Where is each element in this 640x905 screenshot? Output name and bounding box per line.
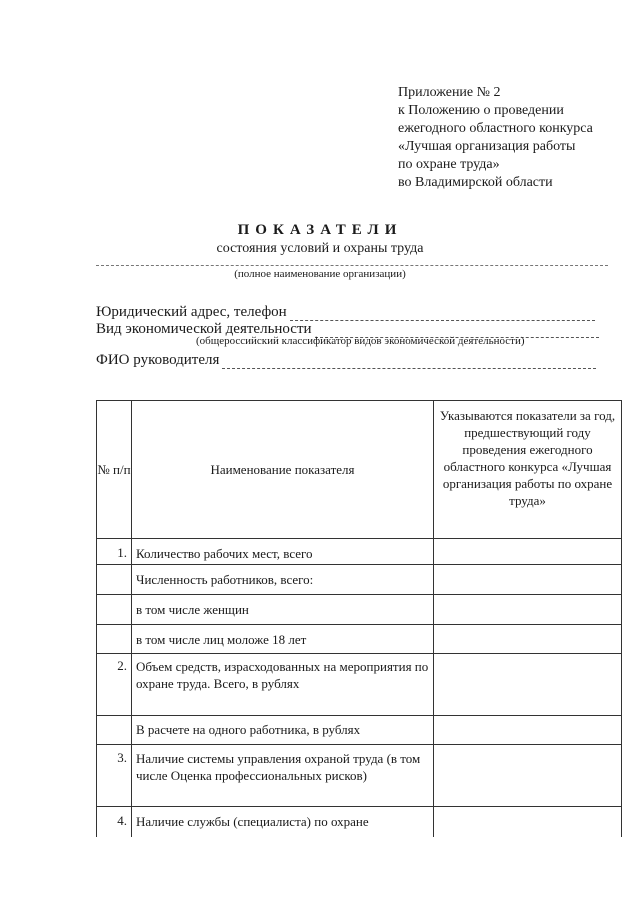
table-row xyxy=(97,745,622,807)
row-text: в том числе лиц моложе 18 лет xyxy=(132,625,434,654)
row-value-cell xyxy=(434,539,622,565)
row-num xyxy=(97,595,132,625)
director-field xyxy=(96,352,596,369)
address-label: Юридический адрес, телефон xyxy=(96,304,287,320)
header-name: Наименование показателя xyxy=(132,401,434,539)
classifier-caption: (общероссийский классификатор видов экономической деятельности) xyxy=(196,335,525,347)
row-text: Наличие службы (специалиста) по охране xyxy=(132,807,434,837)
appendix-line: ежегодного областного конкурса xyxy=(398,121,593,136)
table-row xyxy=(97,625,622,654)
document-subtitle: состояния условий и охраны труда xyxy=(216,241,424,256)
director-label: ФИО руководителя xyxy=(96,352,220,368)
appendix-line: по охране труда» xyxy=(398,157,500,172)
row-value-cell xyxy=(434,565,622,595)
director-blank xyxy=(222,356,596,369)
appendix-line: во Владимирской области xyxy=(398,175,553,190)
row-num xyxy=(97,716,132,745)
appendix-line: Приложение № 2 xyxy=(398,85,501,100)
address-field xyxy=(96,304,595,321)
row-value-cell xyxy=(434,807,622,837)
row-num xyxy=(97,625,132,654)
address-blank xyxy=(290,308,595,321)
row-value-cell xyxy=(434,654,622,716)
row-text: Количество рабочих мест, всего xyxy=(132,539,434,565)
row-num: 3. xyxy=(97,745,132,807)
row-text: Наличие системы управления охраной труда (в том числе Оценка профессиональных рисков) xyxy=(132,745,434,807)
activity-label: Вид экономической деятельности xyxy=(96,321,312,337)
row-text: в том числе женщин xyxy=(132,595,434,625)
row-text: В расчете на одного работника, в рублях xyxy=(132,716,434,745)
org-name-line xyxy=(96,265,608,266)
row-num: 1. xyxy=(97,539,132,565)
row-value-cell xyxy=(434,716,622,745)
table-header-row xyxy=(97,401,622,539)
table-row xyxy=(97,595,622,625)
table-row xyxy=(97,807,622,837)
table-row xyxy=(97,565,622,595)
org-name-caption: (полное наименование организации) xyxy=(234,268,406,280)
table-row xyxy=(97,716,622,745)
row-num: 2. xyxy=(97,654,132,716)
row-value-cell xyxy=(434,745,622,807)
table-row xyxy=(97,654,622,716)
row-num: 4. xyxy=(97,807,132,837)
row-value-cell xyxy=(434,595,622,625)
appendix-line: к Положению о проведении xyxy=(398,103,564,118)
table-row xyxy=(97,539,622,565)
appendix-block xyxy=(398,84,593,192)
row-num xyxy=(97,565,132,595)
appendix-line: «Лучшая организация работы xyxy=(398,139,576,154)
row-value-cell xyxy=(434,625,622,654)
indicators-table xyxy=(96,400,622,837)
header-value: Указываются показатели за год, предшествующий году проведения ежегодного областного конкурса «Лучшая организация работы по охране труда» xyxy=(434,401,622,539)
row-text: Численность работников, всего: xyxy=(132,565,434,595)
row-text: Объем средств, израсходованных на мероприятия по охране труда. Всего, в рублях xyxy=(132,654,434,716)
document-title: ПОКАЗАТЕЛИ xyxy=(237,222,403,238)
header-num: № п/п xyxy=(97,401,132,539)
